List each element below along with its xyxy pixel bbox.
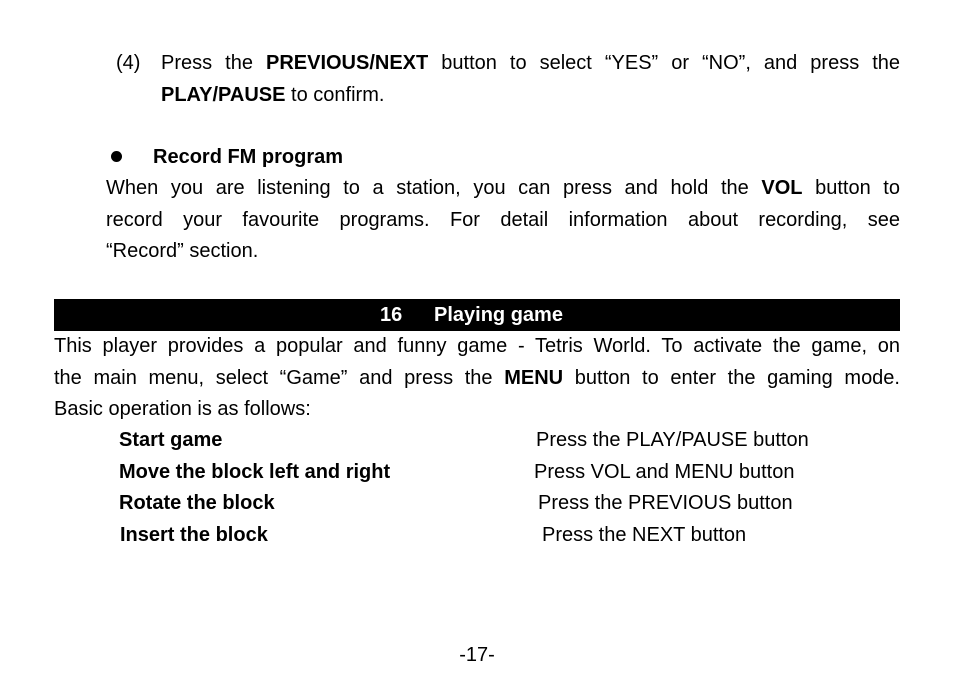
operation-label-move: Move the block left and right (119, 461, 391, 483)
section-number: 16 (380, 304, 403, 326)
step4-line1 (161, 51, 900, 75)
previous-next-keyword: PREVIOUS/NEXT (265, 52, 429, 74)
operation-action-start: Press the PLAY/PAUSE button (536, 429, 809, 451)
intro-line1: This player provides a popular and funny game - Tetris World. To activate the game, on (54, 335, 900, 357)
operation-label-rotate: Rotate the block (119, 492, 275, 514)
operation-label-insert: Insert the block (120, 524, 268, 546)
record-fm-text-a: When you are listening to a station, you can press and hold the (106, 177, 749, 199)
bullet-icon (111, 151, 122, 162)
intro-line2 (54, 366, 900, 390)
section-title: Playing game (434, 304, 563, 326)
step-number: (4) (116, 52, 141, 74)
step4-line2 (161, 83, 384, 107)
operation-action-move: Press VOL and MENU button (534, 461, 795, 483)
section-header-bar (54, 299, 900, 331)
step4-text-a: Press the (161, 52, 253, 74)
intro-line3: Basic operation is as follows: (54, 398, 311, 420)
record-fm-text-c: button to (815, 177, 900, 199)
intro-text-a: the main menu, select “Game” and press the (54, 367, 493, 389)
page-number: -17- (459, 644, 495, 666)
record-fm-line1 (106, 176, 900, 200)
step4-text-c: button to select “YES” or “NO”, and press the (441, 52, 901, 74)
intro-text-c: button to enter the gaming mode. (574, 367, 900, 389)
operation-label-start: Start game (119, 429, 223, 451)
play-pause-keyword: PLAY/PAUSE (161, 84, 286, 106)
operation-action-rotate: Press the PREVIOUS button (538, 492, 793, 514)
record-fm-heading: Record FM program (153, 146, 344, 168)
vol-keyword: VOL (761, 177, 803, 199)
menu-keyword: MENU (504, 367, 564, 389)
record-fm-line3: “Record” section. (106, 240, 259, 262)
operation-action-insert: Press the NEXT button (542, 524, 747, 546)
step4-text-confirm: to confirm. (291, 84, 385, 106)
record-fm-line2: record your favourite programs. For detail information about recording, see (106, 209, 900, 231)
